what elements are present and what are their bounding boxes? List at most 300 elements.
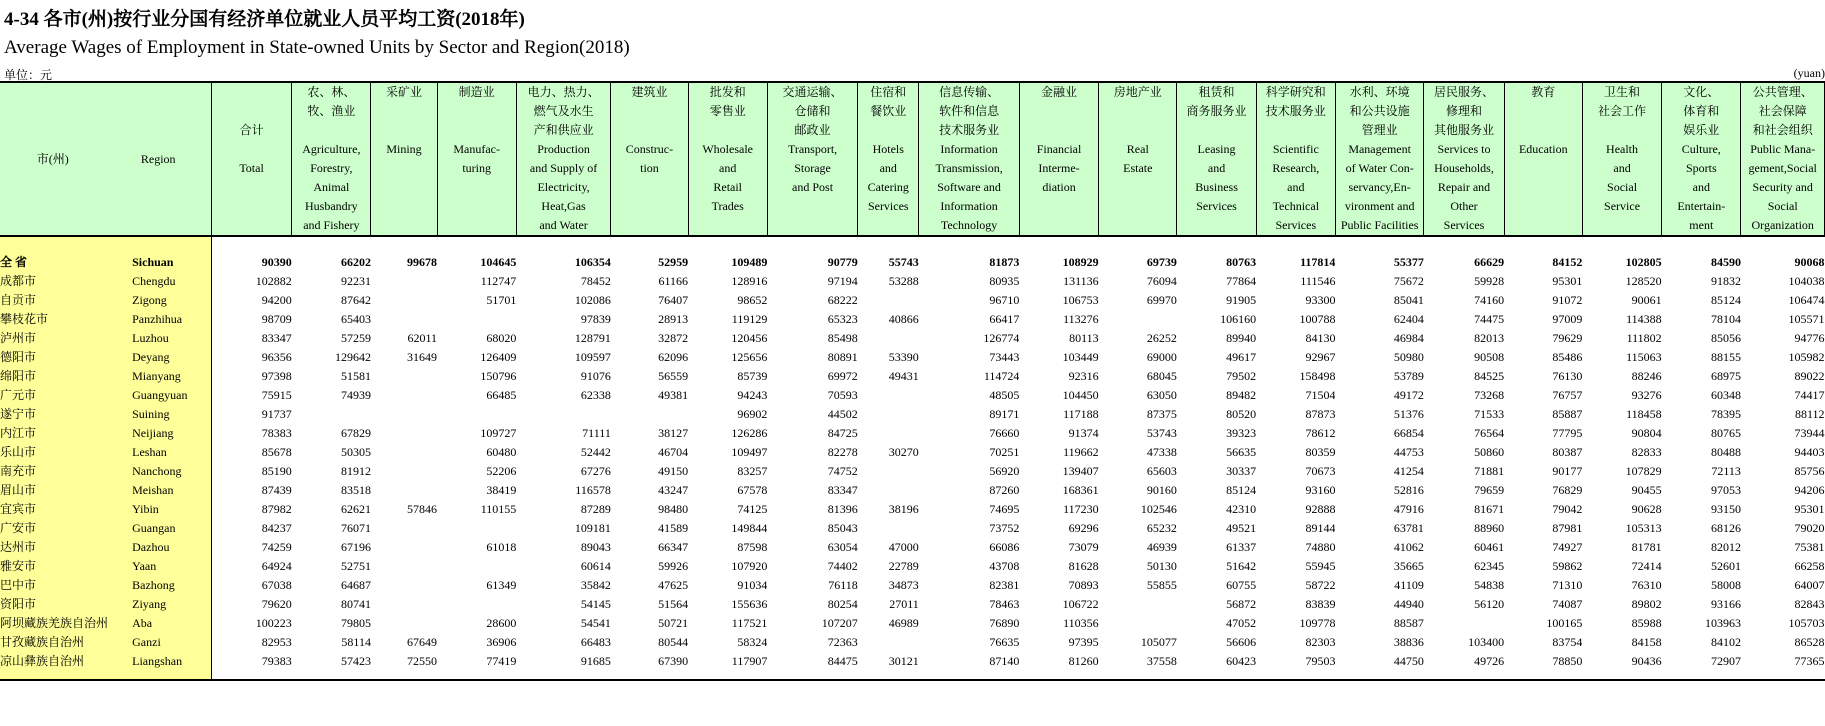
value-cell: 83754 <box>1552 635 1583 649</box>
value-cell: 46989 <box>888 616 919 630</box>
value-cell: 81912 <box>340 464 371 478</box>
spacer-cell <box>1741 236 1825 253</box>
value-cell: 77864 <box>1226 274 1257 288</box>
value-cell <box>371 386 437 405</box>
value-cell: 52601 <box>1710 559 1741 573</box>
value-cell: 62404 <box>1393 312 1424 326</box>
value-cell <box>437 405 516 424</box>
column-header-en: Total <box>239 161 264 175</box>
region-name-en: Meishan <box>132 481 211 500</box>
value-cell: 43247 <box>658 483 689 497</box>
value-cell: 49431 <box>888 369 919 383</box>
table-body <box>0 236 1825 680</box>
value-cell: 38196 <box>888 502 919 516</box>
value-cell: 60480 <box>486 445 517 459</box>
value-cell: 78452 <box>580 274 611 288</box>
value-cell: 41589 <box>658 521 689 535</box>
value-cell: 72113 <box>1711 464 1741 478</box>
value-cell: 81873 <box>989 255 1020 269</box>
value-cell: 43708 <box>989 559 1020 573</box>
value-cell: 78383 <box>261 426 292 440</box>
value-cell: 102546 <box>1140 502 1177 516</box>
value-cell: 84725 <box>827 426 858 440</box>
column-header-en: Scientific Research, and Technical Services <box>1272 142 1320 232</box>
value-cell: 67390 <box>658 654 689 668</box>
value-cell: 98480 <box>658 502 689 516</box>
value-cell: 80387 <box>1552 445 1583 459</box>
value-cell: 49617 <box>1226 350 1257 364</box>
value-cell: 79503 <box>1305 654 1336 668</box>
table-row <box>0 405 1825 424</box>
value-cell: 28600 <box>486 616 517 630</box>
value-cell: 97395 <box>1068 635 1099 649</box>
value-cell: 149844 <box>731 521 768 535</box>
value-cell <box>858 462 919 481</box>
value-cell: 50721 <box>658 616 689 630</box>
value-cell: 89802 <box>1631 597 1662 611</box>
value-cell: 80935 <box>989 274 1020 288</box>
value-cell <box>858 481 919 500</box>
value-cell: 89043 <box>580 540 611 554</box>
spacer-cell <box>371 671 437 680</box>
value-cell: 46984 <box>1393 331 1424 345</box>
value-cell: 125656 <box>731 350 768 364</box>
column-header <box>1504 82 1582 236</box>
value-cell: 74695 <box>989 502 1020 516</box>
column-header <box>1177 82 1256 236</box>
value-cell: 82381 <box>989 578 1020 592</box>
value-cell: 85887 <box>1552 407 1583 421</box>
column-header <box>211 82 291 236</box>
value-cell: 107920 <box>731 559 768 573</box>
value-cell: 109597 <box>574 350 611 364</box>
table-row <box>0 253 1825 272</box>
value-cell: 74475 <box>1474 312 1505 326</box>
value-cell: 76660 <box>989 426 1020 440</box>
value-cell: 74402 <box>827 559 858 573</box>
table-row <box>0 310 1825 329</box>
value-cell: 85124 <box>1226 483 1257 497</box>
value-cell: 53390 <box>888 350 919 364</box>
spacer-row <box>0 671 1825 680</box>
value-cell: 104645 <box>480 255 517 269</box>
spacer-cell <box>1662 671 1741 680</box>
value-cell: 90068 <box>1794 255 1825 269</box>
value-cell <box>858 291 919 310</box>
value-cell: 26252 <box>1146 331 1177 345</box>
value-cell: 80763 <box>1226 255 1257 269</box>
value-cell: 76635 <box>989 635 1020 649</box>
region-name-cn: 遂宁市 <box>0 405 132 424</box>
value-cell <box>371 557 437 576</box>
value-cell: 106474 <box>1788 293 1825 307</box>
value-cell: 65232 <box>1146 521 1177 535</box>
value-cell: 78850 <box>1552 654 1583 668</box>
value-cell: 50130 <box>1146 559 1177 573</box>
value-cell: 80891 <box>827 350 858 364</box>
value-cell: 78104 <box>1710 312 1741 326</box>
value-cell: 38127 <box>658 426 689 440</box>
value-cell: 64007 <box>1794 578 1825 592</box>
value-cell: 82278 <box>827 445 858 459</box>
value-cell: 105571 <box>1788 312 1825 326</box>
value-cell: 92967 <box>1305 350 1336 364</box>
value-cell: 99678 <box>407 255 438 269</box>
region-name-cn: 攀枝花市 <box>0 310 132 329</box>
value-cell: 38419 <box>486 483 517 497</box>
value-cell <box>858 329 919 348</box>
value-cell: 76310 <box>1631 578 1662 592</box>
value-cell: 76829 <box>1552 483 1583 497</box>
spacer-cell <box>1019 671 1098 680</box>
value-cell <box>371 272 437 291</box>
value-cell: 139407 <box>1062 464 1099 478</box>
value-cell: 84590 <box>1710 255 1741 269</box>
value-cell: 30337 <box>1226 464 1257 478</box>
value-cell: 70593 <box>827 388 858 402</box>
value-cell: 93160 <box>1305 483 1336 497</box>
column-header <box>1335 82 1423 236</box>
region-name-en: Sichuan <box>132 253 211 272</box>
value-cell: 47052 <box>1226 616 1257 630</box>
value-cell: 82843 <box>1794 597 1825 611</box>
value-cell: 75381 <box>1794 540 1825 554</box>
value-cell: 79042 <box>1552 502 1583 516</box>
value-cell: 69000 <box>1146 350 1177 364</box>
value-cell: 72414 <box>1631 559 1662 573</box>
value-cell: 70673 <box>1305 464 1336 478</box>
value-cell: 52959 <box>658 255 689 269</box>
value-cell: 55377 <box>1393 255 1424 269</box>
value-cell: 79502 <box>1226 369 1257 383</box>
region-name-cn: 全 省 <box>0 253 132 272</box>
value-cell: 67038 <box>261 578 292 592</box>
value-cell: 88960 <box>1474 521 1505 535</box>
spacer-cell <box>516 671 611 680</box>
column-header-cn: 制造业 <box>458 85 495 99</box>
table-row <box>0 557 1825 576</box>
value-cell: 83518 <box>340 483 371 497</box>
value-cell: 56606 <box>1226 635 1257 649</box>
value-cell: 46939 <box>1146 540 1177 554</box>
value-cell: 68045 <box>1146 369 1177 383</box>
value-cell: 81396 <box>827 502 858 516</box>
spacer-cell <box>0 671 132 680</box>
spacer-cell <box>1741 671 1825 680</box>
value-cell: 40866 <box>888 312 919 326</box>
value-cell: 91832 <box>1710 274 1741 288</box>
value-cell <box>858 519 919 538</box>
column-header <box>1256 82 1335 236</box>
value-cell: 62338 <box>580 388 611 402</box>
spacer-cell <box>1662 236 1741 253</box>
spacer-cell <box>1099 236 1177 253</box>
value-cell: 93300 <box>1305 293 1336 307</box>
value-cell: 155636 <box>731 597 768 611</box>
value-cell: 41254 <box>1393 464 1424 478</box>
value-cell: 90436 <box>1631 654 1662 668</box>
value-cell: 44753 <box>1393 445 1424 459</box>
value-cell: 117188 <box>1063 407 1099 421</box>
value-cell <box>1099 595 1177 614</box>
value-cell: 96710 <box>989 293 1020 307</box>
value-cell <box>1424 614 1504 633</box>
value-cell: 67829 <box>340 426 371 440</box>
value-cell: 69972 <box>827 369 858 383</box>
column-header-en: Public Mana- gement,Social Security and Social Organization <box>1748 142 1817 232</box>
value-cell <box>437 595 516 614</box>
value-cell: 64924 <box>261 559 292 573</box>
value-cell: 106160 <box>1220 312 1257 326</box>
column-header-cn: 电力、热力、 燃气及水生 产和供应业 <box>527 85 600 137</box>
value-cell: 22789 <box>888 559 919 573</box>
value-cell: 116578 <box>575 483 611 497</box>
value-cell: 56635 <box>1226 445 1257 459</box>
region-name-cn: 内江市 <box>0 424 132 443</box>
value-cell: 84237 <box>261 521 292 535</box>
region-name-en: Dazhou <box>132 538 211 557</box>
value-cell: 72550 <box>407 654 438 668</box>
value-cell: 61337 <box>1226 540 1257 554</box>
region-name-en: Ganzi <box>132 633 211 652</box>
value-cell: 54145 <box>580 597 611 611</box>
value-cell: 126409 <box>480 350 517 364</box>
value-cell: 74939 <box>340 388 371 402</box>
spacer-cell <box>1256 671 1335 680</box>
spacer-cell <box>1335 236 1423 253</box>
value-cell: 74417 <box>1794 388 1825 402</box>
value-cell: 79629 <box>1552 331 1583 345</box>
value-cell: 70251 <box>989 445 1020 459</box>
table-header-row <box>0 82 1825 236</box>
column-header-cn: 信息传输、 软件和信息 技术服务业 <box>939 85 1000 137</box>
value-cell: 44502 <box>827 407 858 421</box>
spacer-cell <box>437 671 516 680</box>
value-cell: 80113 <box>1069 331 1099 345</box>
value-cell: 55743 <box>888 255 919 269</box>
column-header <box>767 82 857 236</box>
value-cell: 66258 <box>1794 559 1825 573</box>
value-cell: 120456 <box>731 331 768 345</box>
table-row <box>0 386 1825 405</box>
spacer-cell <box>1504 671 1582 680</box>
table-row <box>0 538 1825 557</box>
column-header <box>437 82 516 236</box>
value-cell: 76130 <box>1552 369 1583 383</box>
unit-label-cn: 单位：元 <box>4 68 53 82</box>
value-cell: 88112 <box>1794 407 1825 421</box>
region-name-cn: 巴中市 <box>0 576 132 595</box>
value-cell: 56120 <box>1474 597 1505 611</box>
value-cell: 31649 <box>407 350 438 364</box>
column-header <box>371 82 437 236</box>
column-header-cn: 采矿业 <box>386 85 423 99</box>
value-cell: 84475 <box>827 654 858 668</box>
value-cell: 78463 <box>989 597 1020 611</box>
value-cell: 84102 <box>1710 635 1741 649</box>
value-cell: 57259 <box>340 331 371 345</box>
value-cell: 81781 <box>1631 540 1662 554</box>
spacer-cell <box>1019 236 1098 253</box>
value-cell: 106354 <box>574 255 611 269</box>
value-cell <box>371 424 437 443</box>
value-cell: 98652 <box>737 293 768 307</box>
value-cell: 51701 <box>486 293 517 307</box>
value-cell: 48505 <box>989 388 1020 402</box>
value-cell: 73944 <box>1794 426 1825 440</box>
column-header-en: Leasing and Business Services <box>1195 142 1238 213</box>
value-cell: 87375 <box>1146 407 1177 421</box>
value-cell: 79805 <box>340 616 371 630</box>
value-cell: 89022 <box>1794 369 1825 383</box>
column-header-en: Real Estate <box>1123 142 1153 175</box>
region-name-cn: 广安市 <box>0 519 132 538</box>
value-cell: 59928 <box>1474 274 1505 288</box>
value-cell: 110356 <box>1063 616 1099 630</box>
value-cell: 30121 <box>888 654 919 668</box>
value-cell: 30270 <box>888 445 919 459</box>
region-name-en: Yibin <box>132 500 211 519</box>
value-cell: 58008 <box>1710 578 1741 592</box>
value-cell: 85190 <box>261 464 292 478</box>
column-header-cn: 房地产业 <box>1113 85 1162 99</box>
value-cell: 114724 <box>983 369 1020 383</box>
value-cell <box>371 538 437 557</box>
value-cell: 97194 <box>827 274 858 288</box>
value-cell: 74752 <box>827 464 858 478</box>
value-cell: 72363 <box>827 635 858 649</box>
value-cell: 74927 <box>1552 540 1583 554</box>
table-row <box>0 443 1825 462</box>
value-cell: 74087 <box>1552 597 1583 611</box>
value-cell: 70893 <box>1068 578 1099 592</box>
value-cell: 44940 <box>1393 597 1424 611</box>
table-row <box>0 272 1825 291</box>
value-cell: 91737 <box>261 407 292 421</box>
value-cell: 63781 <box>1393 521 1424 535</box>
value-cell: 38836 <box>1393 635 1424 649</box>
spacer-cell <box>1424 671 1504 680</box>
value-cell: 64687 <box>340 578 371 592</box>
value-cell: 105982 <box>1788 350 1825 364</box>
value-cell: 80544 <box>658 635 689 649</box>
value-cell: 41062 <box>1393 540 1424 554</box>
region-name-cn: 泸州市 <box>0 329 132 348</box>
spacer-cell <box>767 236 857 253</box>
region-header-cn: 市(州) <box>36 151 69 166</box>
value-cell <box>1099 310 1177 329</box>
value-cell: 90508 <box>1474 350 1505 364</box>
value-cell: 87260 <box>989 483 1020 497</box>
spacer-cell <box>132 236 211 253</box>
value-cell: 66202 <box>340 255 371 269</box>
spacer-cell <box>211 236 291 253</box>
column-header-en: Management of Water Con- servancy,En- vironment and Public Facilities <box>1340 142 1419 232</box>
value-cell: 85056 <box>1710 331 1741 345</box>
value-cell: 85756 <box>1794 464 1825 478</box>
value-cell: 47916 <box>1393 502 1424 516</box>
value-cell: 102882 <box>255 274 292 288</box>
column-header-cn: 金融业 <box>1041 85 1078 99</box>
column-header-en: Financial Interme- diation <box>1036 142 1082 194</box>
value-cell: 54838 <box>1474 578 1505 592</box>
value-cell: 82303 <box>1305 635 1336 649</box>
value-cell: 94403 <box>1794 445 1825 459</box>
column-header-en: Education <box>1518 142 1568 156</box>
value-cell: 87598 <box>737 540 768 554</box>
value-cell: 47625 <box>658 578 689 592</box>
spacer-cell <box>1504 236 1582 253</box>
column-header <box>611 82 688 236</box>
value-cell: 63054 <box>827 540 858 554</box>
value-cell: 83257 <box>737 464 768 478</box>
value-cell <box>516 405 611 424</box>
value-cell: 107829 <box>1625 464 1662 478</box>
value-cell: 61018 <box>486 540 517 554</box>
region-name-cn: 自贡市 <box>0 291 132 310</box>
value-cell <box>371 595 437 614</box>
table-row <box>0 424 1825 443</box>
page-title-en: Average Wages of Employment in State-owned Units by Sector and Region(2018) <box>4 37 630 58</box>
region-name-cn: 德阳市 <box>0 348 132 367</box>
value-cell: 85043 <box>827 521 858 535</box>
value-cell: 69296 <box>1068 521 1099 535</box>
table-row <box>0 595 1825 614</box>
value-cell: 92316 <box>1068 369 1099 383</box>
column-header-cn: 卫生和 社会工作 <box>1598 85 1647 118</box>
value-cell: 111546 <box>1300 274 1336 288</box>
value-cell: 80520 <box>1226 407 1257 421</box>
value-cell <box>371 443 437 462</box>
value-cell: 129642 <box>334 350 371 364</box>
value-cell: 107207 <box>821 616 858 630</box>
value-cell <box>437 519 516 538</box>
value-cell: 90177 <box>1552 464 1583 478</box>
value-cell: 91034 <box>737 578 768 592</box>
value-cell: 87140 <box>989 654 1020 668</box>
value-cell: 89940 <box>1226 331 1257 345</box>
value-cell: 56559 <box>658 369 689 383</box>
value-cell: 67196 <box>340 540 371 554</box>
value-cell: 75672 <box>1393 274 1424 288</box>
region-name-en: Luzhou <box>132 329 211 348</box>
value-cell: 85041 <box>1393 293 1424 307</box>
value-cell: 66485 <box>486 388 517 402</box>
column-header <box>1019 82 1098 236</box>
value-cell: 50305 <box>340 445 371 459</box>
value-cell: 91076 <box>580 369 611 383</box>
value-cell: 119662 <box>1063 445 1099 459</box>
column-header-en: Health and Social Service <box>1604 142 1641 213</box>
value-cell: 80488 <box>1710 445 1741 459</box>
value-cell <box>858 405 919 424</box>
value-cell: 74259 <box>261 540 292 554</box>
value-cell: 78612 <box>1305 426 1336 440</box>
value-cell: 93150 <box>1710 502 1741 516</box>
value-cell: 62096 <box>658 350 689 364</box>
value-cell: 80765 <box>1710 426 1741 440</box>
value-cell: 93276 <box>1631 388 1662 402</box>
value-cell: 73079 <box>1068 540 1099 554</box>
value-cell: 44750 <box>1393 654 1424 668</box>
value-cell: 89482 <box>1226 388 1257 402</box>
value-cell: 69739 <box>1146 255 1177 269</box>
value-cell: 84158 <box>1631 635 1662 649</box>
region-name-en: Guangan <box>132 519 211 538</box>
value-cell: 35665 <box>1393 559 1424 573</box>
value-cell: 85124 <box>1710 293 1741 307</box>
value-cell: 168361 <box>1062 483 1099 497</box>
